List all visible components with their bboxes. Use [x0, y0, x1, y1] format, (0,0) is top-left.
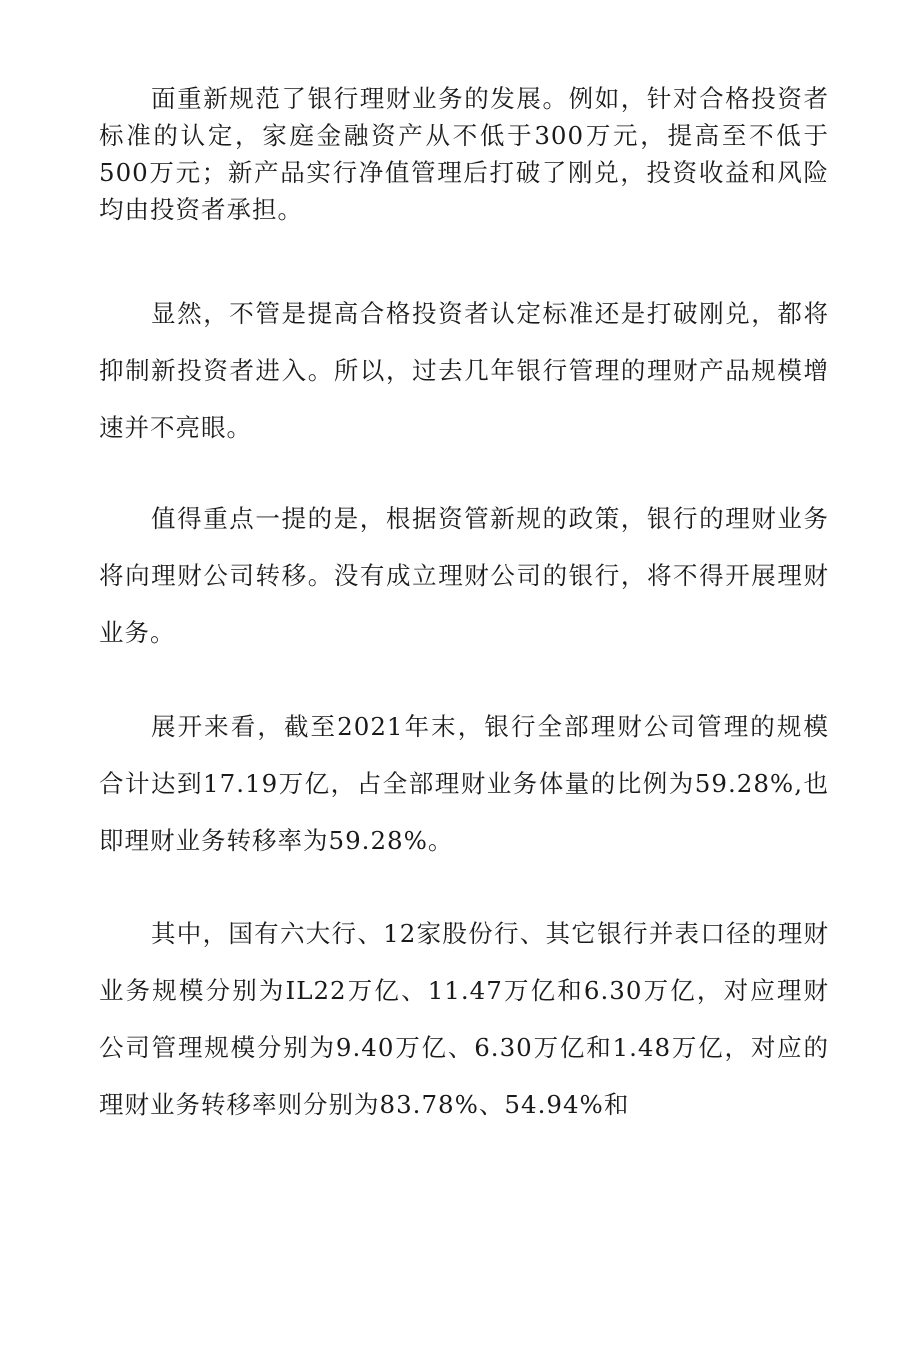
- paragraph-5: 其中，国有六大行、12家股份行、其它银行并表口径的理财业务规模分别为IL22万亿、11.47万亿和6.30万亿，对应理财公司管理规模分别为9.40万亿、6.30万亿和1.48万亿，对应的理财业务转移率则分别为83.78%、54.94%和: [99, 919, 829, 1119]
- paragraph-3: 值得重点一提的是，根据资管新规的政策，银行的理财业务将向理财公司转移。没有成立理财公司的银行，将不得开展理财业务。: [99, 504, 829, 647]
- paragraph-4: 展开来看，截至2021年末，银行全部理财公司管理的规模合计达到17.19万亿，占全部理财业务体量的比例为59.28%,也即理财业务转移率为59.28%。: [99, 712, 829, 855]
- paragraph-2: 显然，不管是提高合格投资者认定标准还是打破刚兑，都将抑制新投资者进入。所以，过去几年银行管理的理财产品规模增速并不亮眼。: [99, 299, 829, 442]
- paragraph-1: 面重新规范了银行理财业务的发展。例如，针对合格投资者标准的认定，家庭金融资产从不低于300万元，提高至不低于500万元；新产品实行净值管理后打破了刚兑，投资收益和风险均由投资者承担。: [99, 84, 829, 224]
